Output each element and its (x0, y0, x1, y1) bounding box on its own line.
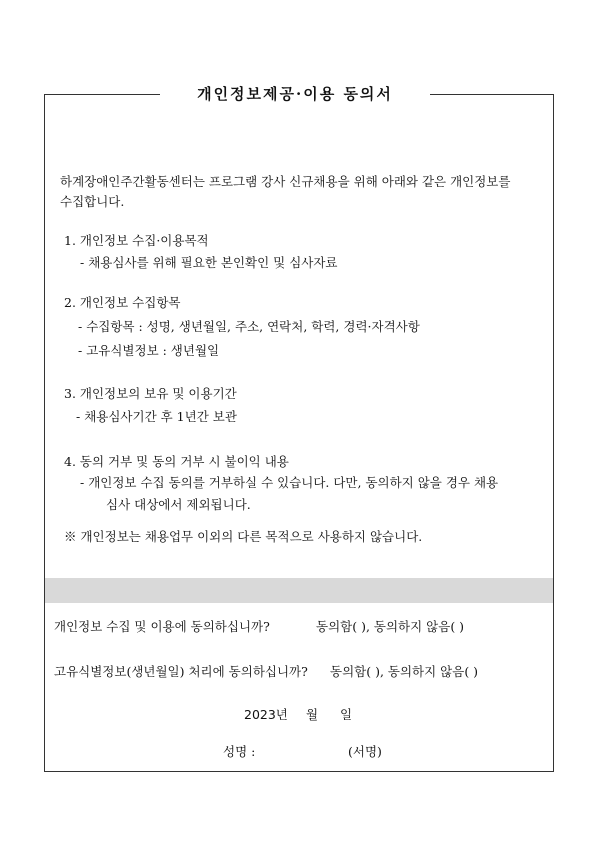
consent-question-1: 개인정보 수집 및 이용에 동의하십니까? (54, 619, 270, 634)
signature-label: 성명 : (223, 744, 256, 759)
consent-question-2: 고유식별정보(생년월일) 처리에 동의하십니까? (54, 664, 308, 679)
intro-line-1: 하계장애인주간활동센터는 프로그램 강사 신규채용을 위해 아래와 같은 개인정보를 (60, 174, 511, 189)
section-1-item-1: - 채용심사를 위해 필요한 본인확인 및 심사자료 (80, 255, 338, 270)
date-month: 월 (306, 707, 319, 722)
section-3-heading: 3. 개인정보의 보유 및 이용기간 (64, 386, 237, 401)
date-year: 2023년 (244, 707, 288, 722)
section-2-item-2: - 고유식별정보 : 생년월일 (78, 343, 220, 358)
section-1-heading: 1. 개인정보 수집·이용목적 (64, 233, 209, 248)
section-4-heading: 4. 동의 거부 및 동의 거부 시 불이익 내용 (64, 454, 289, 469)
date-day: 일 (340, 707, 353, 722)
section-3-item-1: - 채용심사기간 후 1년간 보관 (76, 409, 237, 424)
title-box (160, 82, 430, 106)
consent-options-1[interactable]: 동의함( ), 동의하지 않음( ) (316, 619, 465, 634)
signature-mark[interactable]: (서명) (348, 744, 382, 759)
divider-band (45, 578, 553, 603)
section-2-item-1: - 수집항목 : 성명, 생년월일, 주소, 연락처, 학력, 경력·자격사항 (78, 319, 420, 334)
section-2-heading: 2. 개인정보 수집항목 (64, 295, 181, 310)
consent-options-2[interactable]: 동의함( ), 동의하지 않음( ) (330, 664, 479, 679)
section-4-item-1: - 개인정보 수집 동의를 거부하실 수 있습니다. 다만, 동의하지 않을 경우 채용 (80, 475, 499, 490)
section-4-item-2: 심사 대상에서 제외됩니다. (106, 497, 251, 512)
intro-line-2: 수집합니다. (60, 194, 125, 209)
note: ※ 개인정보는 채용업무 이외의 다른 목적으로 사용하지 않습니다. (64, 529, 423, 544)
document-title: 개인정보제공·이용 동의서 (197, 85, 393, 103)
